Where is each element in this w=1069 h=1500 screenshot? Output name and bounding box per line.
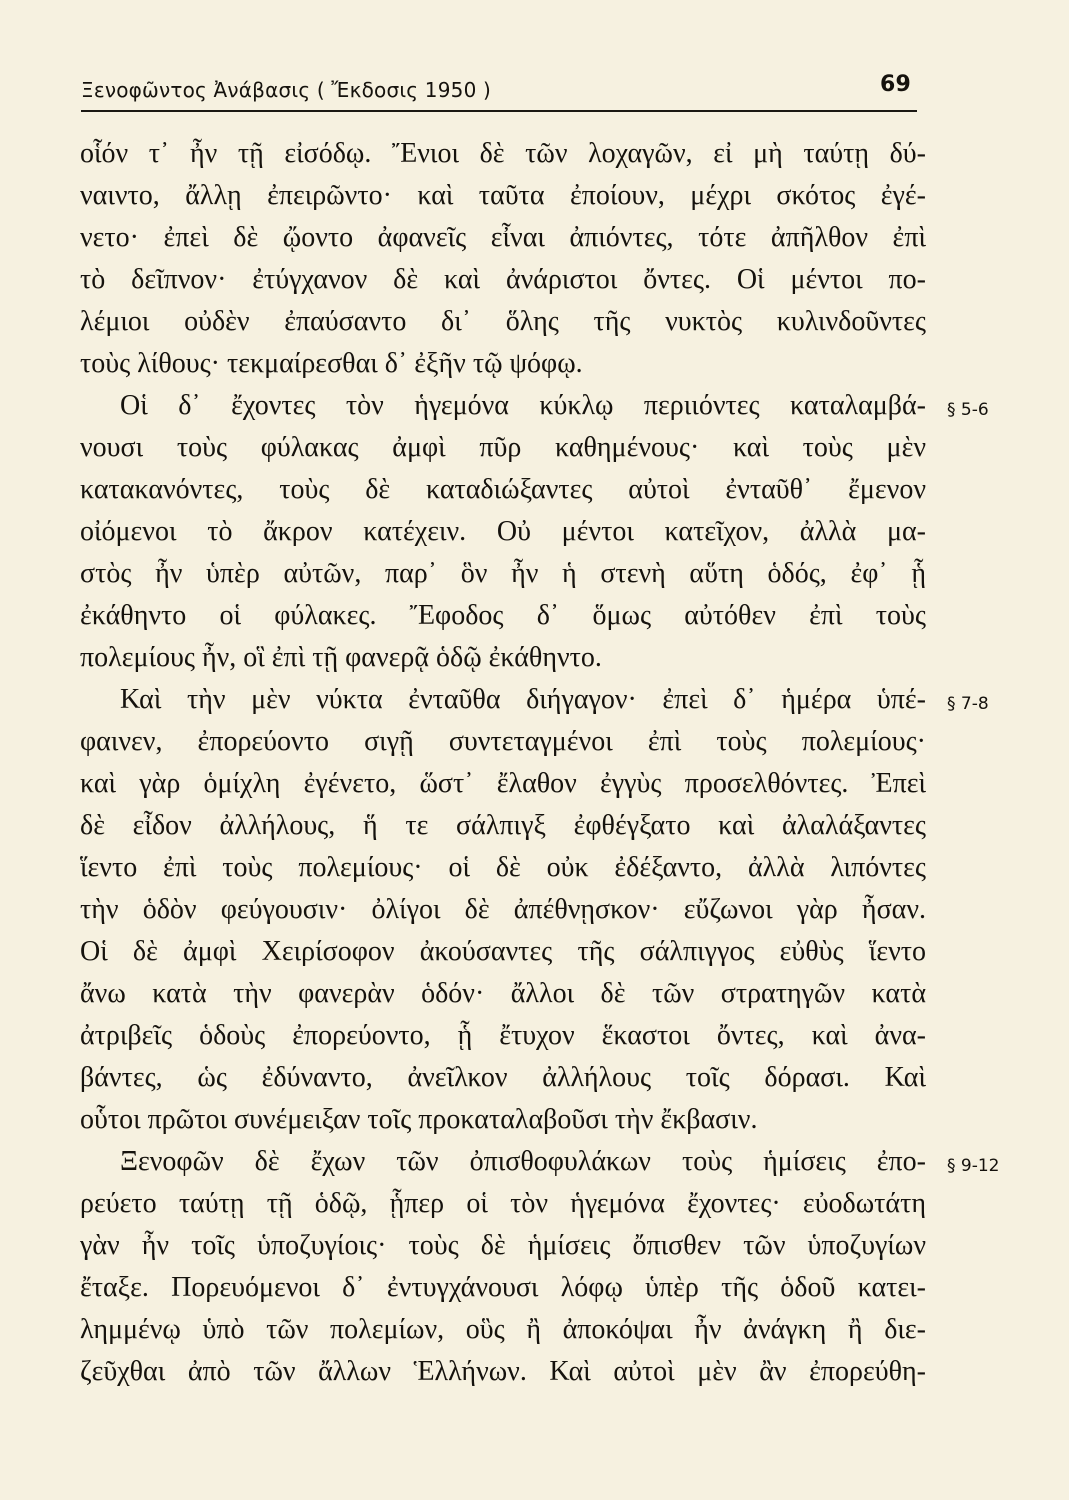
text-line: λέμιοι οὐδὲν ἐπαύσαντο δι᾽ ὅλης τῆς νυκτὸς κυλινδοῦντες bbox=[80, 306, 926, 337]
text-line: ναιντο, ἄλλῃ ἐπειρῶντο· καὶ ταῦτα ἐποίουν, μέχρι σκότος ἐγέ- bbox=[80, 180, 926, 211]
page-number: 69 bbox=[879, 72, 911, 97]
running-header bbox=[81, 72, 911, 108]
text-line: οὗτοι πρῶτοι συνέμειξαν τοῖς προκαταλαβοῦσι τὴν ἔκβασιν. bbox=[80, 1104, 758, 1135]
text-line: νετο· ἐπεὶ δὲ ᾤοντο ἀφανεῖς εἶναι ἀπιόντες, τότε ἀπῆλθον ἐπὶ bbox=[80, 222, 926, 253]
text-line: φαινεν, ἐπορεύοντο σιγῇ συντεταγμένοι ἐπὶ τοὺς πολεμίους· bbox=[80, 726, 926, 757]
text-line: τὴν ὁδὸν φεύγουσιν· ὀλίγοι δὲ ἀπέθνῃσκον· εὔζωνοι γὰρ ἦσαν. bbox=[80, 894, 926, 925]
text-line: Οἱ δ᾽ ἔχοντες τὸν ἡγεμόνα κύκλῳ περιιόντες καταλαμβά- bbox=[120, 390, 926, 421]
header-title: Ξενοφῶντος Ἀνάβασις ( Ἔκδοσις 1950 ) bbox=[81, 78, 492, 102]
text-line: δὲ εἶδον ἀλλήλους, ἥ τε σάλπιγξ ἐφθέγξατο καὶ ἀλαλάξαντες bbox=[80, 810, 926, 841]
text-line: τοὺς λίθους· τεκμαίρεσθαι δ᾽ ἐξῆν τῷ ψόφῳ. bbox=[80, 348, 583, 379]
section-marker: § 5-6 bbox=[947, 400, 989, 420]
text-line: ζεῦχθαι ἀπὸ τῶν ἄλλων Ἑλλήνων. Καὶ αὐτοὶ μὲν ἂν ἐπορεύθη- bbox=[80, 1356, 926, 1387]
text-line: βάντες, ὡς ἐδύναντο, ἀνεῖλκον ἀλλήλους τοῖς δόρασι. Καὶ bbox=[80, 1062, 926, 1093]
text-line: ἐκάθηντο οἱ φύλακες. Ἔφοδος δ᾽ ὅμως αὐτόθεν ἐπὶ τοὺς bbox=[80, 600, 926, 631]
text-line: ἵεντο ἐπὶ τοὺς πολεμίους· οἱ δὲ οὐκ ἐδέξαντο, ἀλλὰ λιπόντες bbox=[80, 852, 926, 883]
text-line: ἄνω κατὰ τὴν φανερὰν ὁδόν· ἄλλοι δὲ τῶν στρατηγῶν κατὰ bbox=[80, 978, 926, 1009]
text-line: ρεύετο ταύτῃ τῇ ὁδῷ, ᾗπερ οἱ τὸν ἡγεμόνα ἔχοντες· εὐοδωτάτη bbox=[80, 1188, 926, 1219]
header-rule bbox=[81, 110, 917, 112]
text-line: οἰόμενοι τὸ ἄκρον κατέχειν. Οὐ μέντοι κατεῖχον, ἀλλὰ μα- bbox=[80, 516, 926, 547]
section-marker: § 7-8 bbox=[947, 694, 989, 714]
text-line: ἀτριβεῖς ὁδοὺς ἐπορεύοντο, ᾗ ἔτυχον ἕκαστοι ὄντες, καὶ ἀνα- bbox=[80, 1020, 926, 1051]
text-line: Οἱ δὲ ἀμφὶ Χειρίσοφον ἀκούσαντες τῆς σάλπιγγος εὐθὺς ἵεντο bbox=[80, 936, 926, 967]
text-line: Ξενοφῶν δὲ ἔχων τῶν ὀπισθοφυλάκων τοὺς ἡμίσεις ἐπο- bbox=[120, 1146, 926, 1177]
text-line: γὰν ἦν τοῖς ὑποζυγίοις· τοὺς δὲ ἡμίσεις ὄπισθεν τῶν ὑποζυγίων bbox=[80, 1230, 926, 1261]
text-line: καὶ γὰρ ὁμίχλη ἐγένετο, ὥστ᾽ ἔλαθον ἐγγὺς προσελθόντες. Ἐπεὶ bbox=[80, 768, 926, 799]
text-line: οἷόν τ᾽ ἦν τῇ εἰσόδῳ. Ἔνιοι δὲ τῶν λοχαγῶν, εἰ μὴ ταύτῃ δύ- bbox=[80, 138, 926, 169]
text-line: ἔταξε. Πορευόμενοι δ᾽ ἐντυγχάνουσι λόφῳ ὑπὲρ τῆς ὁδοῦ κατει- bbox=[80, 1272, 926, 1303]
text-line: κατακανόντες, τοὺς δὲ καταδιώξαντες αὐτοὶ ἐνταῦθ᾽ ἔμενον bbox=[80, 474, 926, 505]
section-marker: § 9-12 bbox=[947, 1156, 1000, 1176]
text-line: τὸ δεῖπνον· ἐτύγχανον δὲ καὶ ἀνάριστοι ὄντες. Οἱ μέντοι πο- bbox=[80, 264, 926, 295]
text-line: λημμένῳ ὑπὸ τῶν πολεμίων, οὓς ἢ ἀποκόψαι ἦν ἀνάγκη ἢ διε- bbox=[80, 1314, 926, 1345]
text-line: νουσι τοὺς φύλακας ἀμφὶ πῦρ καθημένους· καὶ τοὺς μὲν bbox=[80, 432, 926, 463]
text-line: στὸς ἦν ὑπὲρ αὐτῶν, παρ᾽ ὃν ἦν ἡ στενὴ αὕτη ὁδός, ἐφ᾽ ᾗ bbox=[80, 558, 926, 589]
text-line: Καὶ τὴν μὲν νύκτα ἐνταῦθα διήγαγον· ἐπεὶ δ᾽ ἡμέρα ὑπέ- bbox=[120, 684, 926, 715]
text-line: πολεμίους ἦν, οἳ ἐπὶ τῇ φανερᾷ ὁδῷ ἐκάθηντο. bbox=[80, 642, 602, 673]
